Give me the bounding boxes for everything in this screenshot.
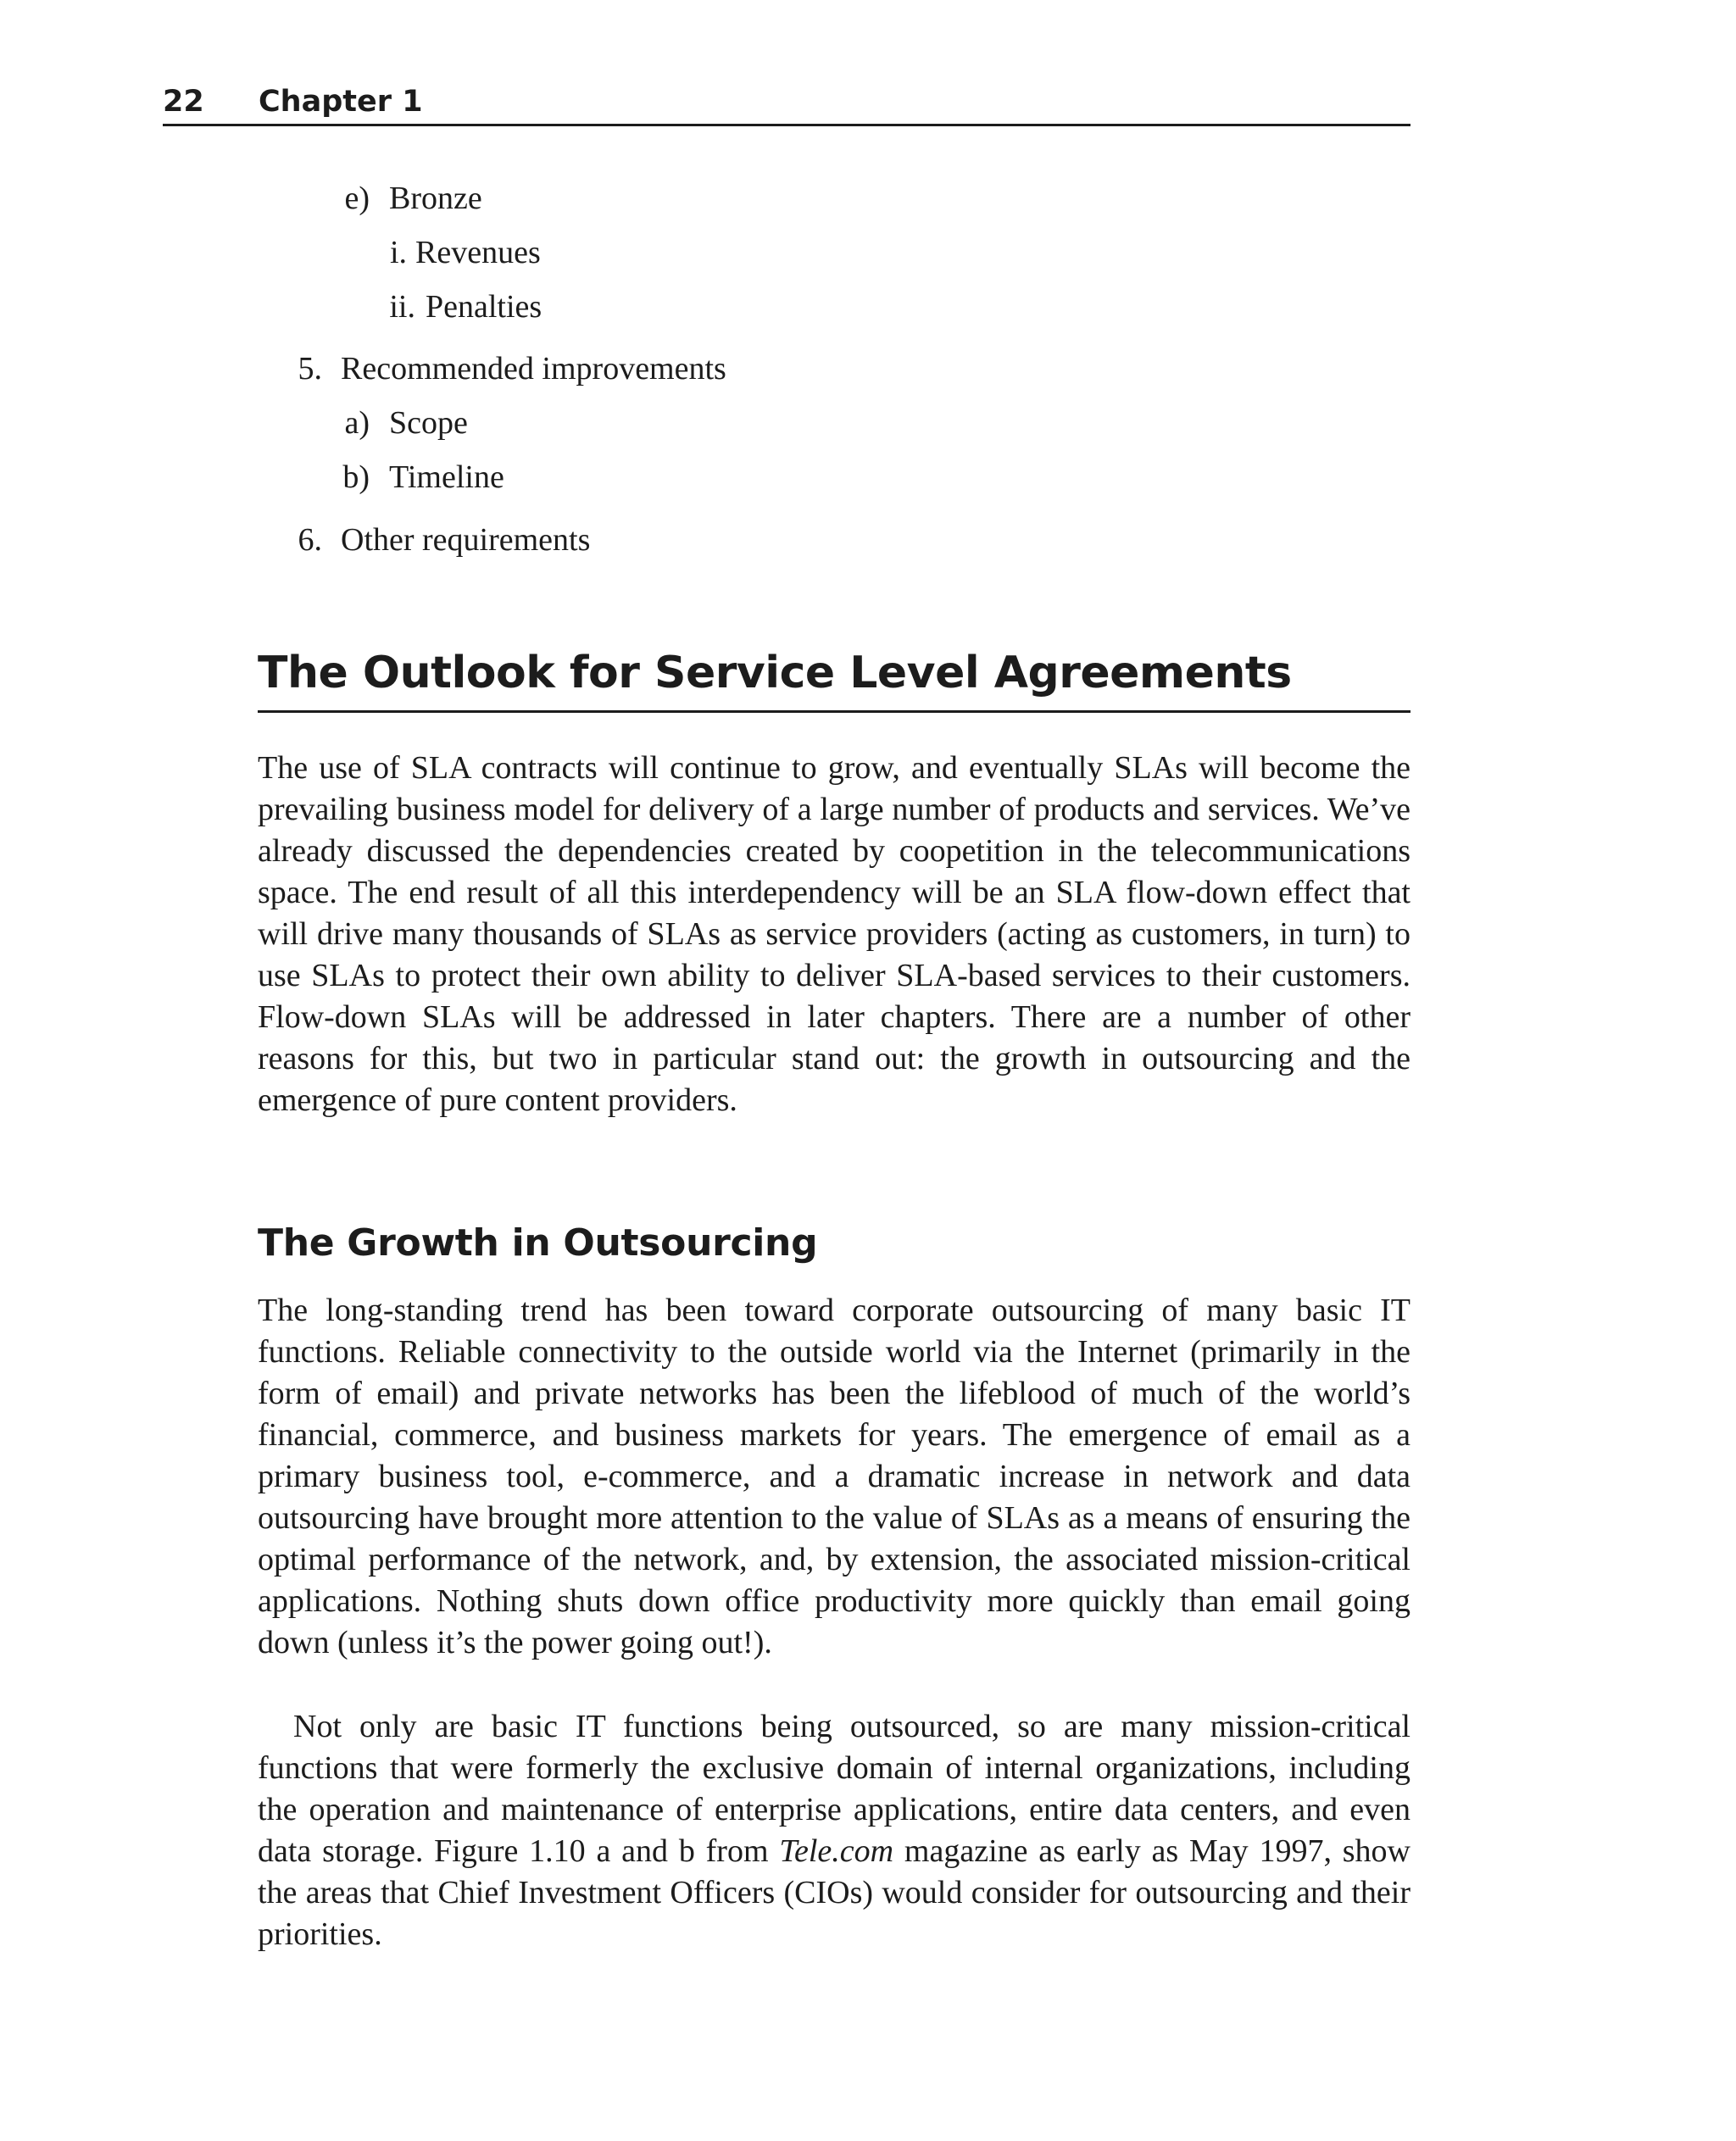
- subsection-paragraph-1: The long-standing trend has been toward corporate outsourcing of many basic IT functions. Reliable connectivity to the outside world via the Internet (primarily in the form of email) and private networks has been the lifeblood of much of the world’s financial, commerce, and business markets for years. The emergence of email as a primary business tool, e-commerce, and a dramatic increase in network and data outsourcing have brought more attention to the value of SLAs as a means of ensuring the optimal performance of the network, and, by extension, the associated mission-critical applications. Nothing shuts down office productivity more quickly than email going down (unless it’s the power going out!).: [258, 1293, 1410, 1660]
- list-item-label: Bronze: [389, 181, 482, 216]
- list-item-label: Timeline: [389, 459, 504, 495]
- subsection-paragraph-2: [258, 1706, 1410, 1955]
- list-item-label: Recommended improvements: [341, 351, 726, 386]
- paragraph-text: magazine as early as May 1997, show the areas that Chief Investment Officers (CIOs) would consider for outsourcing and their priorities.: [258, 1833, 1410, 1952]
- list-marker: a): [344, 405, 370, 441]
- list-marker: 6.: [298, 522, 322, 558]
- section-heading: The Outlook for Service Level Agreements: [258, 646, 1410, 713]
- chapter-label: Chapter 1: [259, 85, 423, 119]
- list-item-label: Scope: [389, 405, 468, 441]
- list-marker: 5.: [298, 351, 322, 386]
- list-item-label: Other requirements: [341, 522, 591, 558]
- paragraph-text: Not only are basic IT functions being outsourced, so are many mission-critical functions that were formerly the exclusive domain of internal organizations, including the operation and maintenance of enterprise applications, entire data centers, and even data storage. Figure 1.10 a and b from: [258, 1709, 1410, 1869]
- page-number: 22: [163, 85, 204, 119]
- section-paragraph: The use of SLA contracts will continue to grow, and eventually SLAs will become the prevailing business model for delivery of a large number of products and services. We’ve already discussed the dependencies created by coopetition in the telecommunications space. The end result of all this interdependency will be an SLA flow-down effect that will drive many thousands of SLAs as service providers (acting as customers, in turn) to use SLAs to protect their own ability to deliver SLA-based services to their customers. Flow-down SLAs will be addressed in later chapters. There are a number of other reasons for this, but two in particular stand out: the growth in outsourcing and the emergence of pure content providers.: [258, 750, 1410, 1118]
- running-header: [163, 80, 1410, 126]
- list-item-label: Penalties: [426, 289, 542, 325]
- list-marker: e): [344, 181, 370, 216]
- subsection-heading: The Growth in Outsourcing: [258, 1221, 818, 1265]
- magazine-title: Tele.com: [779, 1833, 894, 1869]
- list-marker: b): [342, 459, 370, 495]
- list-item-label: Revenues: [415, 235, 541, 270]
- list-marker: i.: [389, 235, 407, 270]
- list-marker: ii.: [389, 289, 415, 325]
